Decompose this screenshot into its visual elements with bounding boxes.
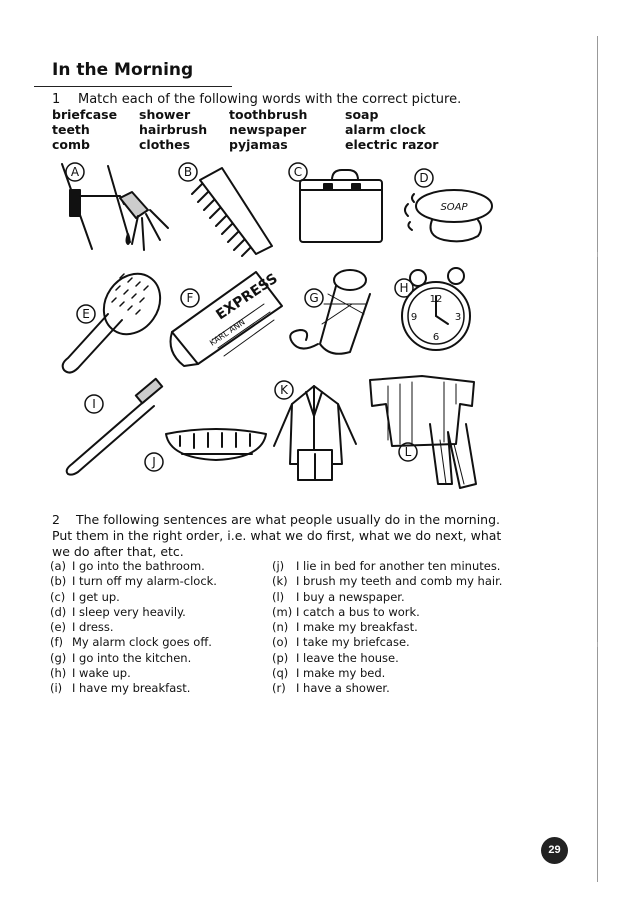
- item-text: I leave the house.: [296, 650, 399, 665]
- item-label: (l): [272, 589, 285, 604]
- word: electric razor: [345, 137, 439, 152]
- word: teeth: [52, 122, 90, 137]
- list-item: [272, 559, 502, 574]
- clock-12: 12: [429, 294, 443, 305]
- page-number: 29: [548, 844, 561, 856]
- list-item: [50, 681, 217, 696]
- list-item: [272, 574, 502, 589]
- item-text: I wake up.: [72, 666, 131, 681]
- item-label: (p): [272, 650, 289, 665]
- briefcase-illustration: [300, 170, 382, 242]
- exercise-1-instruction: [52, 92, 461, 107]
- exercise-2-instruction: [52, 512, 502, 560]
- item-label: (g): [50, 650, 67, 665]
- newspaper-illustration: [171, 271, 283, 366]
- instruction-text: The following sentences are what people usually do in the morning. Put them in the right order, i.e. what we do first, what we do next, what we do after that, etc.: [52, 512, 502, 559]
- page-title: In the Morning: [52, 60, 194, 80]
- pyjamas-illustration: [370, 376, 476, 488]
- letter-e: E: [82, 307, 90, 321]
- letter-h: H: [399, 281, 409, 295]
- word: pyjamas: [229, 137, 288, 152]
- item-label: (j): [272, 559, 285, 573]
- list-item: [50, 605, 217, 620]
- soap-illustration: [405, 190, 492, 241]
- item-label: (f): [50, 635, 64, 650]
- letter-l: L: [404, 445, 412, 459]
- exercise-number: 2: [52, 512, 60, 527]
- comb-illustration: [192, 168, 272, 256]
- toothbrush-illustration: [67, 379, 163, 475]
- list-item: [50, 620, 217, 635]
- exercise-number: 1: [52, 92, 61, 107]
- letter-a: A: [70, 165, 80, 179]
- hairbrush-illustration: [63, 263, 172, 373]
- electric-razor-illustration: [290, 270, 370, 354]
- item-label: (c): [50, 589, 66, 604]
- item-label: (n): [272, 620, 289, 635]
- list-item: [50, 666, 217, 681]
- item-text: I brush my teeth and comb my hair.: [296, 574, 503, 589]
- item-label: (k): [272, 574, 288, 589]
- letter-j: J: [152, 455, 156, 469]
- sentence-list-left: [50, 559, 217, 697]
- item-label: (i): [50, 681, 63, 696]
- letter-b: B: [183, 165, 193, 179]
- letter-c: C: [293, 165, 303, 179]
- item-label: (d): [50, 604, 67, 619]
- item-text: I have my breakfast.: [72, 681, 191, 696]
- list-item: [50, 651, 217, 666]
- item-text: I make my bed.: [296, 666, 386, 681]
- clock-3: 3: [454, 312, 462, 323]
- page-edge-line: [597, 36, 598, 882]
- list-item: [272, 635, 502, 650]
- page-number-badge: [541, 837, 568, 864]
- sentence-list-right: [272, 559, 502, 697]
- alarm-clock-illustration: [402, 268, 470, 350]
- item-text: I go into the bathroom.: [72, 559, 205, 573]
- word: hairbrush: [139, 122, 208, 137]
- word: clothes: [139, 137, 191, 152]
- margin-tick: [597, 252, 598, 257]
- margin-tick: [597, 642, 598, 647]
- newspaper-masthead: EXPRESS: [213, 270, 281, 324]
- word: toothbrush: [229, 107, 308, 122]
- list-item: [50, 574, 217, 589]
- item-text: I turn off my alarm-clock.: [72, 574, 217, 589]
- list-item: [50, 635, 217, 650]
- word-row: [52, 122, 472, 137]
- item-label: (o): [272, 635, 289, 650]
- item-label: (h): [50, 666, 67, 681]
- list-item: [50, 559, 217, 574]
- letter-i: I: [92, 397, 96, 411]
- item-label: (q): [272, 666, 289, 681]
- list-item: [272, 651, 502, 666]
- clothes-illustration: [274, 386, 356, 480]
- item-label: (r): [272, 681, 286, 696]
- instruction-text: Match each of the following words with the correct picture.: [78, 92, 462, 107]
- list-item: [272, 590, 502, 605]
- word-row: [52, 137, 472, 152]
- item-text: I lie in bed for another ten minutes.: [296, 559, 501, 573]
- word-list: [52, 107, 472, 152]
- list-item: [272, 605, 502, 620]
- item-label: (e): [50, 620, 67, 635]
- word: alarm clock: [345, 122, 426, 137]
- letter-f: F: [186, 291, 194, 305]
- item-text: I buy a newspaper.: [296, 589, 405, 604]
- item-text: I dress.: [72, 620, 114, 635]
- item-text: I make my breakfast.: [296, 620, 418, 635]
- item-text: I have a shower.: [296, 681, 390, 696]
- picture-grid: [52, 154, 512, 496]
- item-text: My alarm clock goes off.: [72, 635, 212, 650]
- clock-9: 9: [410, 312, 418, 323]
- item-text: I get up.: [72, 589, 120, 604]
- letter-k: K: [280, 383, 288, 397]
- item-text: I catch a bus to work.: [296, 604, 420, 619]
- newspaper-subtext: KARL ANN: [208, 317, 247, 348]
- title-underline: [34, 86, 232, 87]
- list-item: [50, 590, 217, 605]
- clock-6: 6: [432, 332, 440, 343]
- word: newspaper: [229, 122, 307, 137]
- soap-text: SOAP: [440, 202, 468, 213]
- letter-d: D: [419, 171, 429, 185]
- teeth-illustration: [166, 429, 266, 460]
- word: soap: [345, 107, 379, 122]
- word: shower: [139, 107, 191, 122]
- item-text: I sleep very heavily.: [72, 604, 186, 619]
- item-text: I take my briefcase.: [296, 635, 410, 650]
- item-label: (m): [272, 604, 293, 619]
- item-label: (a): [50, 559, 67, 573]
- letter-g: G: [309, 291, 319, 305]
- word-row: [52, 107, 472, 122]
- list-item: [272, 681, 502, 696]
- word: comb: [52, 137, 90, 152]
- list-item: [272, 666, 502, 681]
- list-item: [272, 620, 502, 635]
- item-text: I go into the kitchen.: [72, 650, 192, 665]
- item-label: (b): [50, 574, 67, 589]
- word: briefcase: [52, 107, 118, 122]
